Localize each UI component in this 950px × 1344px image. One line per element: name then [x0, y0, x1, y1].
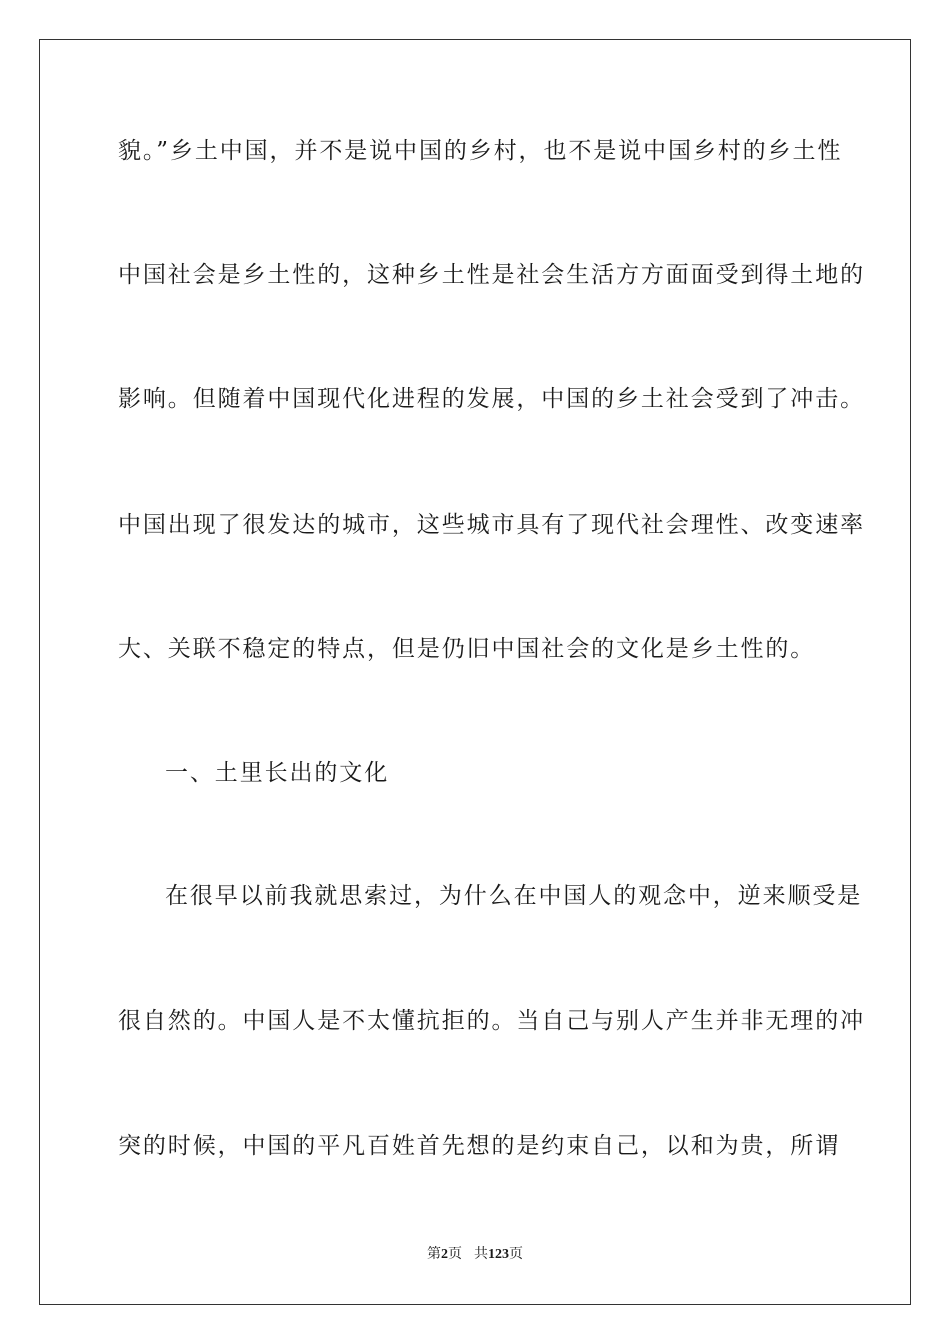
page-number: 2: [441, 1247, 448, 1262]
total-prefix: 共: [474, 1246, 488, 1262]
body-line-9: 突的时候，中国的平凡百姓首先想的是约束自己，以和为贵，所谓: [118, 1133, 841, 1159]
body-line-4: 中国出现了很发达的城市，这些城市具有了现代社会理性、改变速率: [118, 512, 865, 538]
section-heading: 一、土里长出的文化: [165, 760, 390, 786]
page-border: [39, 39, 911, 1305]
body-line-8: 很自然的。中国人是不太懂抗拒的。当自己与别人产生并非无理的冲: [118, 1008, 865, 1034]
page-footer: [0, 1245, 950, 1264]
body-line-5: 大、关联不稳定的特点，但是仍旧中国社会的文化是乡土性的。: [118, 636, 816, 662]
body-line-1: 貌。”乡土中国，并不是说中国的乡村，也不是说中国乡村的乡土性: [118, 138, 843, 164]
body-line-3: 影响。但随着中国现代化进程的发展，中国的乡土社会受到了冲击。: [118, 386, 865, 412]
body-line-2: 中国社会是乡土性的，这种乡土性是社会生活方方面面受到得土地的: [118, 262, 865, 288]
total-pages: 123: [488, 1247, 509, 1262]
body-line-7: 在很早以前我就思索过，为什么在中国人的观念中，逆来顺受是: [165, 883, 863, 909]
page-suffix: 页: [448, 1246, 462, 1262]
page-prefix: 第: [427, 1246, 441, 1262]
total-suffix: 页: [509, 1246, 523, 1262]
